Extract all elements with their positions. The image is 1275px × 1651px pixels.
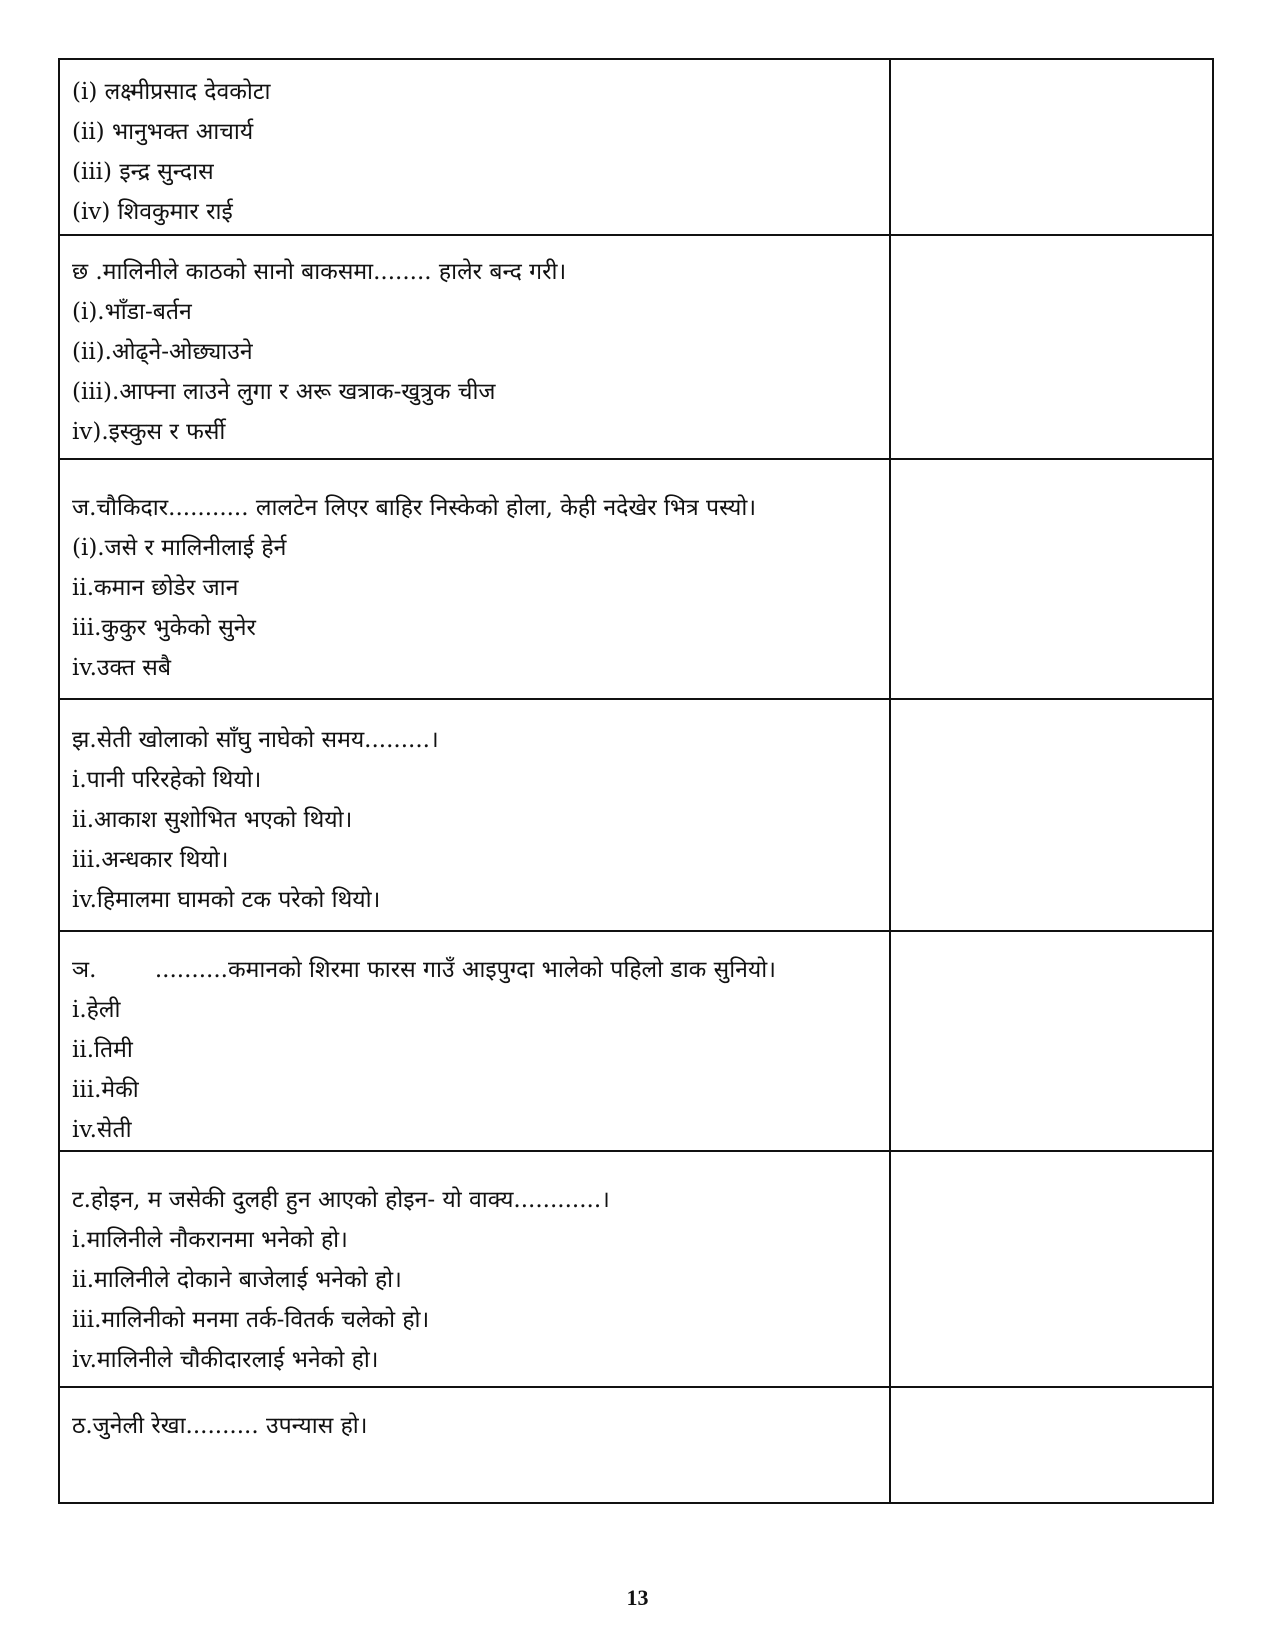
option-text: ii.मालिनीले दोकाने बाजेलाई भनेको हो। <box>72 1267 402 1293</box>
option-text: iii.मेकी <box>72 1077 139 1103</box>
answer-cell[interactable] <box>890 235 1213 459</box>
option-text: ii.कमान छोडेर जान <box>72 575 239 601</box>
table-row <box>59 1151 1213 1387</box>
option-text: iii.मालिनीको मनमा तर्क-वितर्क चलेको हो। <box>72 1307 430 1333</box>
question-cell <box>59 1387 890 1503</box>
table-row <box>59 459 1213 699</box>
option-text: (ii) भानुभक्त आचार्य <box>72 119 254 145</box>
question-cell <box>59 59 890 235</box>
option-text: i.पानी परिरहेको थियो। <box>72 767 262 793</box>
option-text: iii.कुकुर भुकेको सुनेर <box>72 615 256 641</box>
option-text: iv.उक्त सबै <box>72 655 171 681</box>
option-text: iii.अन्धकार थियो। <box>72 847 229 873</box>
table-row <box>59 59 1213 235</box>
answer-cell[interactable] <box>890 59 1213 235</box>
question-cell <box>59 235 890 459</box>
option-text: (i) लक्ष्मीप्रसाद देवकोटा <box>72 79 271 105</box>
option-text: iv).इस्कुस र फर्सी <box>72 419 226 445</box>
question-prompt: ठ.जुनेली रेखा.......... उपन्यास हो। <box>72 1413 368 1439</box>
table-row <box>59 931 1213 1151</box>
option-text: iv.सेती <box>72 1117 132 1143</box>
option-text: i.मालिनीले नौकरानमा भनेको हो। <box>72 1227 348 1253</box>
question-prompt: छ .मालिनीले काठको सानो बाकसमा........ हालेर बन्द गरी। <box>72 259 567 285</box>
question-cell <box>59 699 890 931</box>
question-cell <box>59 459 890 699</box>
option-text: (i).भाँडा-बर्तन <box>72 299 192 325</box>
page-number: 13 <box>626 1585 649 1610</box>
option-text: (ii).ओढ्ने-ओछ्याउने <box>72 339 253 365</box>
option-text: iv.हिमालमा घामको टक परेको थियो। <box>72 887 381 913</box>
table-row <box>59 235 1213 459</box>
option-text: (iii).आफ्ना लाउने लुगा र अरू खत्राक-खुत्रुक चीज <box>72 379 496 405</box>
option-text: (iv) शिवकुमार राई <box>72 199 233 225</box>
answer-cell[interactable] <box>890 699 1213 931</box>
table-row <box>59 1387 1213 1503</box>
question-cell <box>59 1151 890 1387</box>
option-text: (iii) इन्द्र सुन्दास <box>72 159 214 185</box>
table-row <box>59 699 1213 931</box>
question-table <box>58 58 1214 1504</box>
answer-cell[interactable] <box>890 1151 1213 1387</box>
question-cell <box>59 931 890 1151</box>
option-text: ii.तिमी <box>72 1037 133 1063</box>
answer-cell[interactable] <box>890 931 1213 1151</box>
question-prompt: ज.चौकिदार........... लालटेन लिएर बाहिर निस्केको होला, केही नदेखेर भित्र पस्यो। <box>72 495 757 521</box>
question-prompt: ञ. ..........कमानको शिरमा फारस गाउँ आइपुग्दा भालेको पहिलो डाक सुनियो। <box>72 957 776 983</box>
answer-cell[interactable] <box>890 459 1213 699</box>
option-text: iv.मालिनीले चौकीदारलाई भनेको हो। <box>72 1347 379 1373</box>
answer-cell[interactable] <box>890 1387 1213 1503</box>
option-text: i.हेली <box>72 997 121 1023</box>
option-text: ii.आकाश सुशोभित भएको थियो। <box>72 807 353 833</box>
question-prompt: झ.सेती खोलाको साँघु नाघेको समय.........। <box>72 727 439 753</box>
question-prompt: ट.होइन, म जसेकी दुलही हुन आएको होइन- यो वाक्य............। <box>72 1187 610 1213</box>
option-text: (i).जसे र मालिनीलाई हेर्न <box>72 535 287 561</box>
